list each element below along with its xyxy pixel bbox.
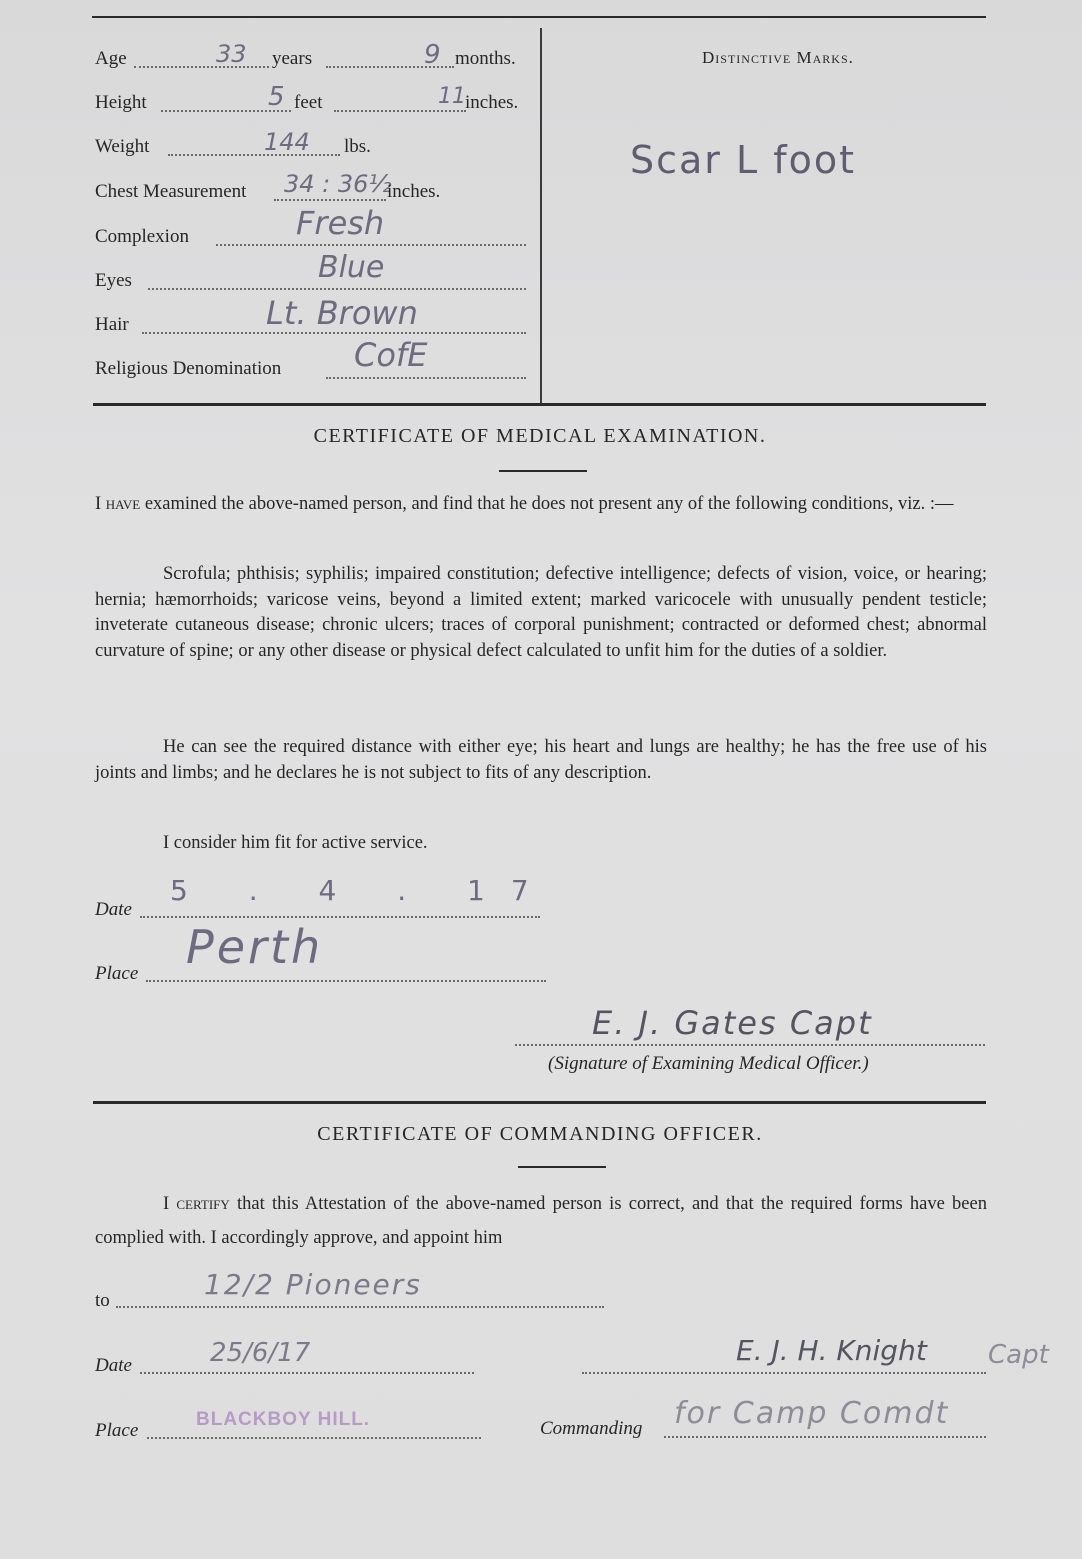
medical-date-value: 5 . 4 . 17: [170, 874, 555, 907]
medical-officer-signature: E. J. Gates Capt: [592, 1004, 873, 1042]
eyes-value: Blue: [318, 250, 385, 285]
medical-intro: I have examined the above-named person, and find that he does not present any of the following conditions, viz. :—: [95, 494, 954, 514]
commanding-officer-signature: E. J. H. Knight: [736, 1334, 927, 1367]
commanding-date-label: Date: [95, 1355, 132, 1376]
distinctive-marks-heading: Distinctive Marks.: [702, 48, 854, 67]
age-years-value: 33: [216, 40, 247, 68]
months-label: months.: [455, 48, 516, 69]
medical-signature-caption: (Signature of Examining Medical Officer.): [548, 1053, 869, 1074]
top-rule: [92, 16, 986, 18]
medical-conditions: Scrofula; phthisis; syphilis; impaired constitution; defective intelligence; defects of vision, voice, or hearing; hernia; hæmorrhoids; varicose veins, beyond a limited extent; marked varicocele with unusually pendent testicle; inveterate cutaneous disease; chronic ulcers; traces of corporal punishment; contracted or deformed chest; abnormal curvature of spine; or any other disease or physical defect calculated to unfit him for the duties of a soldier.: [95, 564, 987, 661]
chest-unit-label: inches.: [387, 181, 441, 202]
commanding-date-value: 25/6/17: [210, 1338, 311, 1368]
chest-label: Chest Measurement: [95, 181, 247, 202]
commanding-value: for Camp Comdt: [674, 1396, 950, 1431]
complexion-value: Fresh: [296, 204, 385, 242]
medical-place-value: Perth: [186, 920, 324, 974]
commanding-heading: CERTIFICATE OF COMMANDING OFFICER.: [317, 1123, 763, 1145]
section-rule-2: [93, 1101, 986, 1104]
eyes-label: Eyes: [95, 270, 132, 291]
column-divider: [540, 28, 542, 404]
commanding-to-label: to: [95, 1290, 110, 1311]
commanding-label: Commanding: [540, 1418, 643, 1439]
age-label: Age: [95, 48, 127, 69]
commanding-heading-underline: [518, 1166, 606, 1168]
medical-fit-statement: I consider him fit for active service.: [163, 833, 428, 853]
lbs-label: lbs.: [344, 136, 371, 157]
medical-date-label: Date: [95, 899, 132, 920]
commanding-certify-text: I certify that this Attestation of the above-named person is correct, and that the required forms have been complied with. I accordingly approve, and appoint him: [95, 1194, 987, 1248]
medical-sight-statement: He can see the required distance with either eye; his heart and lungs are healthy; he has the free use of his joints and limbs; and he declares he is not subject to fits of any description.: [95, 737, 987, 783]
weight-value: 144: [264, 128, 310, 156]
commanding-signature-rank: Capt: [988, 1340, 1049, 1370]
medical-place-label: Place: [95, 963, 139, 984]
distinctive-marks-value: Scar L foot: [630, 138, 857, 182]
inches-label: inches.: [465, 92, 519, 113]
feet-label: feet: [294, 92, 323, 113]
height-label: Height: [95, 92, 147, 113]
blackboy-hill-stamp: BLACKBOY HILL.: [196, 1409, 371, 1430]
years-label: years: [272, 48, 313, 69]
age-months-value: 9: [424, 40, 441, 70]
weight-label: Weight: [95, 136, 150, 157]
chest-value: 34 : 36½: [284, 170, 392, 198]
medical-heading-underline: [499, 470, 587, 472]
religion-label: Religious Denomination: [95, 358, 282, 379]
complexion-label: Complexion: [95, 226, 189, 247]
commanding-place-label: Place: [95, 1420, 139, 1441]
section-rule-1: [93, 403, 986, 406]
hair-value: Lt. Brown: [266, 294, 418, 332]
height-feet-value: 5: [268, 82, 285, 112]
medical-heading: CERTIFICATE OF MEDICAL EXAMINATION.: [313, 425, 767, 447]
height-inches-value: 11: [438, 84, 466, 109]
hair-label: Hair: [95, 314, 129, 335]
commanding-to-value: 12/2 Pioneers: [204, 1268, 422, 1301]
religion-value: CofE: [354, 336, 428, 374]
